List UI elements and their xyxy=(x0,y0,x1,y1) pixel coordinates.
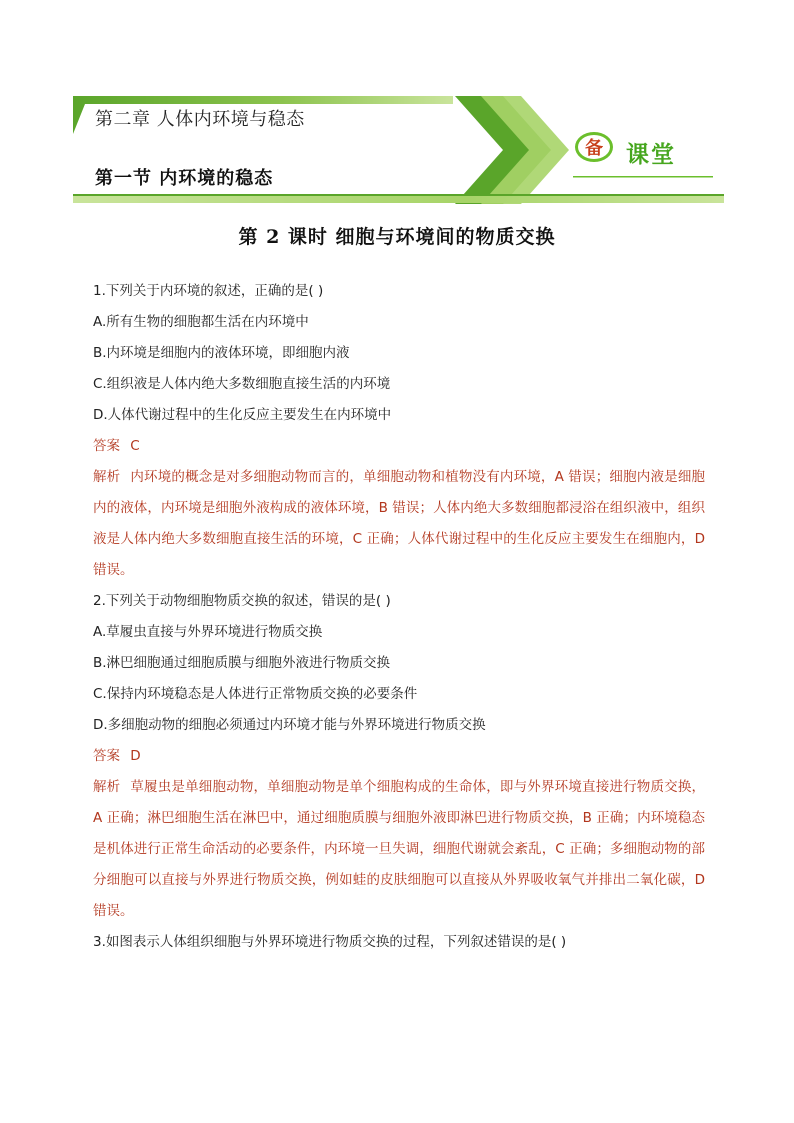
explanation-text: 草履虫是单细胞动物，单细胞动物是单个细胞构成的生命体，即与外界环境直接进行物质交换，A 正确；淋巴细胞生活在淋巴中，通过细胞质膜与细胞外液即淋巴进行物质交换，B 正确；内环境稳态是机体进行正常生命活动的必要条件，内环境一旦失调，细胞代谢就会紊乱，C 正确；多细胞动物的部分细胞可以直接与外界进行物质交换，例如蛙的皮肤细胞可以直接从外界吸收氧气并排出二氧化碳，D 错误。 xyxy=(93,779,706,919)
explanation-label: 解析 xyxy=(93,779,121,795)
option: B.淋巴细胞通过细胞质膜与细胞外液进行物质交换 xyxy=(93,655,391,671)
explanation-text: 内环境的概念是对多细胞动物而言的，单细胞动物和植物没有内环境，A 错误；细胞内液是细胞内的液体，内环境是细胞外液构成的液体环境，B 错误；人体内绝大多数细胞都浸浴在组织液中，组织液是人体内绝大多数细胞直接生活的环境，C 正确；人体代谢过程中的生化反应主要发生在细胞内，D 错误。 xyxy=(93,469,705,578)
chapter-title: 第二章 人体内环境与稳态 xyxy=(95,109,305,130)
answer-line xyxy=(93,741,705,772)
answer-value: C xyxy=(130,438,140,454)
option: B.内环境是细胞内的液体环境，即细胞内液 xyxy=(93,345,350,361)
section-title: 第一节 内环境的稳态 xyxy=(95,168,274,189)
answer-label: 答案 xyxy=(93,438,120,454)
brand-text: 课堂 xyxy=(626,142,676,168)
explanation xyxy=(93,772,705,927)
option: A.所有生物的细胞都生活在内环境中 xyxy=(93,314,309,330)
option: C.组织液是人体内绝大多数细胞直接生活的内环境 xyxy=(93,376,391,392)
answer-value: D xyxy=(130,748,141,764)
lesson-title: 第 2 课时 细胞与环境间的物质交换 xyxy=(238,226,556,248)
page-header xyxy=(73,96,724,206)
answer-label: 答案 xyxy=(93,748,120,764)
question-list xyxy=(93,276,705,958)
option: C.保持内环境稳态是人体进行正常物质交换的必要条件 xyxy=(93,686,418,702)
question-stem: 3.如图表示人体组织细胞与外界环境进行物质交换的过程，下列叙述错误的是( ) xyxy=(93,934,567,950)
option: D.多细胞动物的细胞必须通过内环境才能与外界环境进行物质交换 xyxy=(93,717,486,733)
answer-line xyxy=(93,431,705,462)
question-stem: 1.下列关于内环境的叙述，正确的是( ) xyxy=(93,283,324,299)
option: D.人体代谢过程中的生化反应主要发生在内环境中 xyxy=(93,407,392,423)
option: A.草履虫直接与外界环境进行物质交换 xyxy=(93,624,323,640)
question-stem: 2.下列关于动物细胞物质交换的叙述，错误的是( ) xyxy=(93,593,391,609)
brand-logo-icon: 备 xyxy=(575,132,613,162)
explanation-label: 解析 xyxy=(93,469,121,485)
explanation xyxy=(93,462,705,586)
